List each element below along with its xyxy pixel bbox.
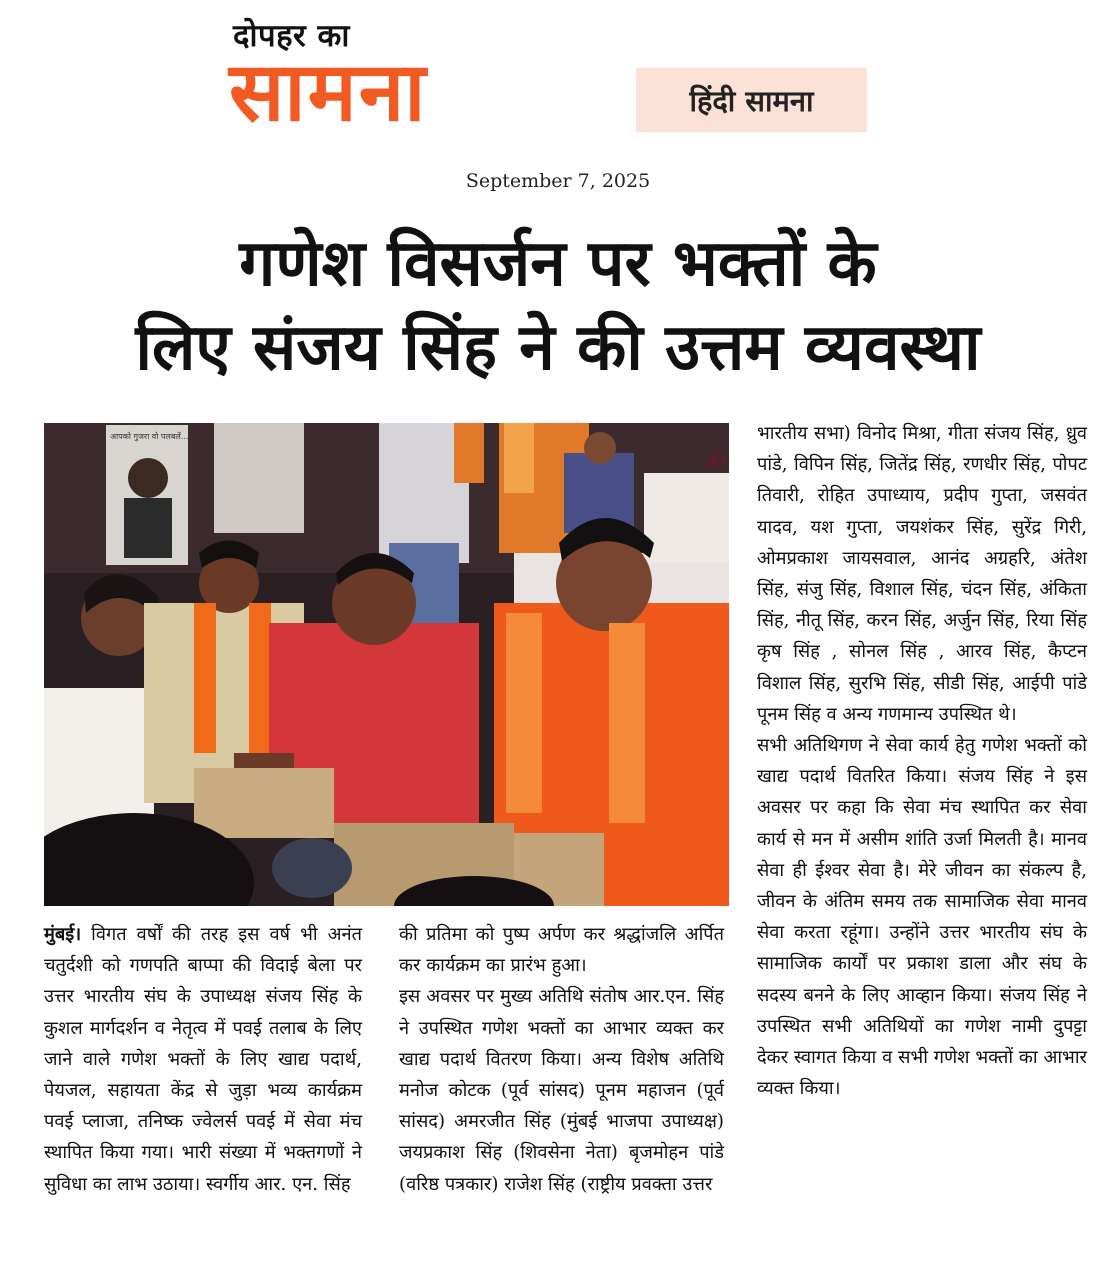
masthead-badge-label: हिंदी सामना bbox=[689, 83, 814, 118]
masthead-title: सामना bbox=[229, 45, 428, 140]
masthead-top-line: दोपहर का bbox=[233, 18, 350, 54]
article-paragraph: भारतीय सभा) विनोद मिश्रा, गीता संजय सिंह, ध्रुव पांडे, विपिन सिंह, जितेंद्र सिंह, रणधीर सिंह, पोपट तिवारी, रोहित उपाध्याय, प्रदीप गुप्ता, जसवंत यादव, यश गुप्ता, जयशंकर सिंह, सुरेंद्र गिरी, ओमप्रकाश जायसवाल, आनंद अग्रहरि, अंतेश सिंह, संजु सिंह, विशाल सिंह, चंदन सिंह, अंकिता सिंह, नीतू सिंह, करन सिंह, अर्जुन सिंह, रिया सिंह कृष सिंह , सोनल सिंह , आरव सिंह, कैप्टन विशाल सिंह, सुरभि सिंह, सीडी सिंह, आईपी पांडे पूनम सिंह व अन्य गणमान्य उपस्थित थे। bbox=[757, 423, 1087, 725]
article-column-right bbox=[757, 418, 1087, 1104]
article-text: विगत वर्षों की तरह इस वर्ष भी अनंत चतुर्दशी को गणपति बाप्पा की विदाई बेला पर उत्तर भारतीय संघ के उपाध्यक्ष संजय सिंह के कुशल मार्गदर्शन व नेतृत्व में पवई तलाब के लिए जाने वाले गणेश भक्तों के लिए खाद्य पदार्थ, पेयजल, सहायता केंद्र से जुड़ा भव्य कार्यक्रम पवई प्लाजा, तनिष्क ज्वेलर्स पवई में सेवा मंच स्थापित किया गया। भारी संख्या में भक्तगणों ने सुविधा का लाभ उठाया। स्वर्गीय आर. एन. सिंह bbox=[44, 924, 362, 1195]
article-paragraph: सभी अतिथिगण ने सेवा कार्य हेतु गणेश भक्तों को खाद्य पदार्थ वितरित किया। संजय सिंह ने इस अवसर पर कहा कि सेवा मंच स्थापित कर सेवा कार्य से मन में असीम शांति उर्जा मिलती है। मानव सेवा ही ईश्वर सेवा है। मेरे जीवन का संकल्प है, जीवन के अंतिम समय तक सामाजिक सेवा मानव सेवा करता रहूंगा। उन्होंने उत्तर भारतीय संघ के सामाजिक कार्यों पर प्रकाश डाला और संघ के सदस्य बनने के लिए आव्हान किया। संजय सिंह ने उपस्थित सभी अतिथियों का गणेश नामी दुपट्टा देकर स्वागत किया व सभी गणेश भक्तों का आभार व्यक्त किया। bbox=[757, 735, 1087, 1100]
masthead-badge bbox=[636, 68, 867, 132]
headline-line-1: गणेश विसर्जन पर भक्तों के bbox=[239, 227, 877, 301]
svg-text:ॐ: ॐ bbox=[704, 449, 726, 477]
headline bbox=[20, 222, 1096, 390]
headline-line-2: लिए संजय सिंह ने की उत्तम व्यवस्था bbox=[135, 311, 981, 385]
article-column-left bbox=[44, 919, 362, 1200]
news-photo-illustration bbox=[44, 423, 729, 906]
publication-date: September 7, 2025 bbox=[465, 170, 651, 192]
article-paragraph: इस अवसर पर मुख्य अतिथि संतोष आर.एन. सिंह ने उपस्थित गणेश भक्तों का आभार व्यक्त कर खाद्य पदार्थ वितरण किया। अन्य विशेष अतिथि मनोज कोटक (पूर्व सांसद) पूनम महाजन (पूर्व सांसद) अमरजीत सिंह (मुंबई भाजपा उपाध्यक्ष) जयप्रकाश सिंह (शिवसेना नेता) बृजमोहन पांडे (वरिष्ठ पत्रकार) राजेश सिंह (राष्ट्रीय प्रवक्ता उत्तर bbox=[399, 986, 724, 1195]
poster-text: आपको गुजरा वो पलबलें... bbox=[110, 432, 189, 441]
article-paragraph: की प्रतिमा को पुष्प अर्पण कर श्रद्धांजलि अर्पित कर कार्यक्रम का प्रारंभ हुआ। bbox=[399, 924, 724, 977]
news-photo bbox=[44, 423, 729, 906]
dateline: मुंबई। bbox=[44, 924, 82, 945]
article-column-middle bbox=[399, 919, 724, 1200]
article-paragraph bbox=[44, 919, 362, 1200]
